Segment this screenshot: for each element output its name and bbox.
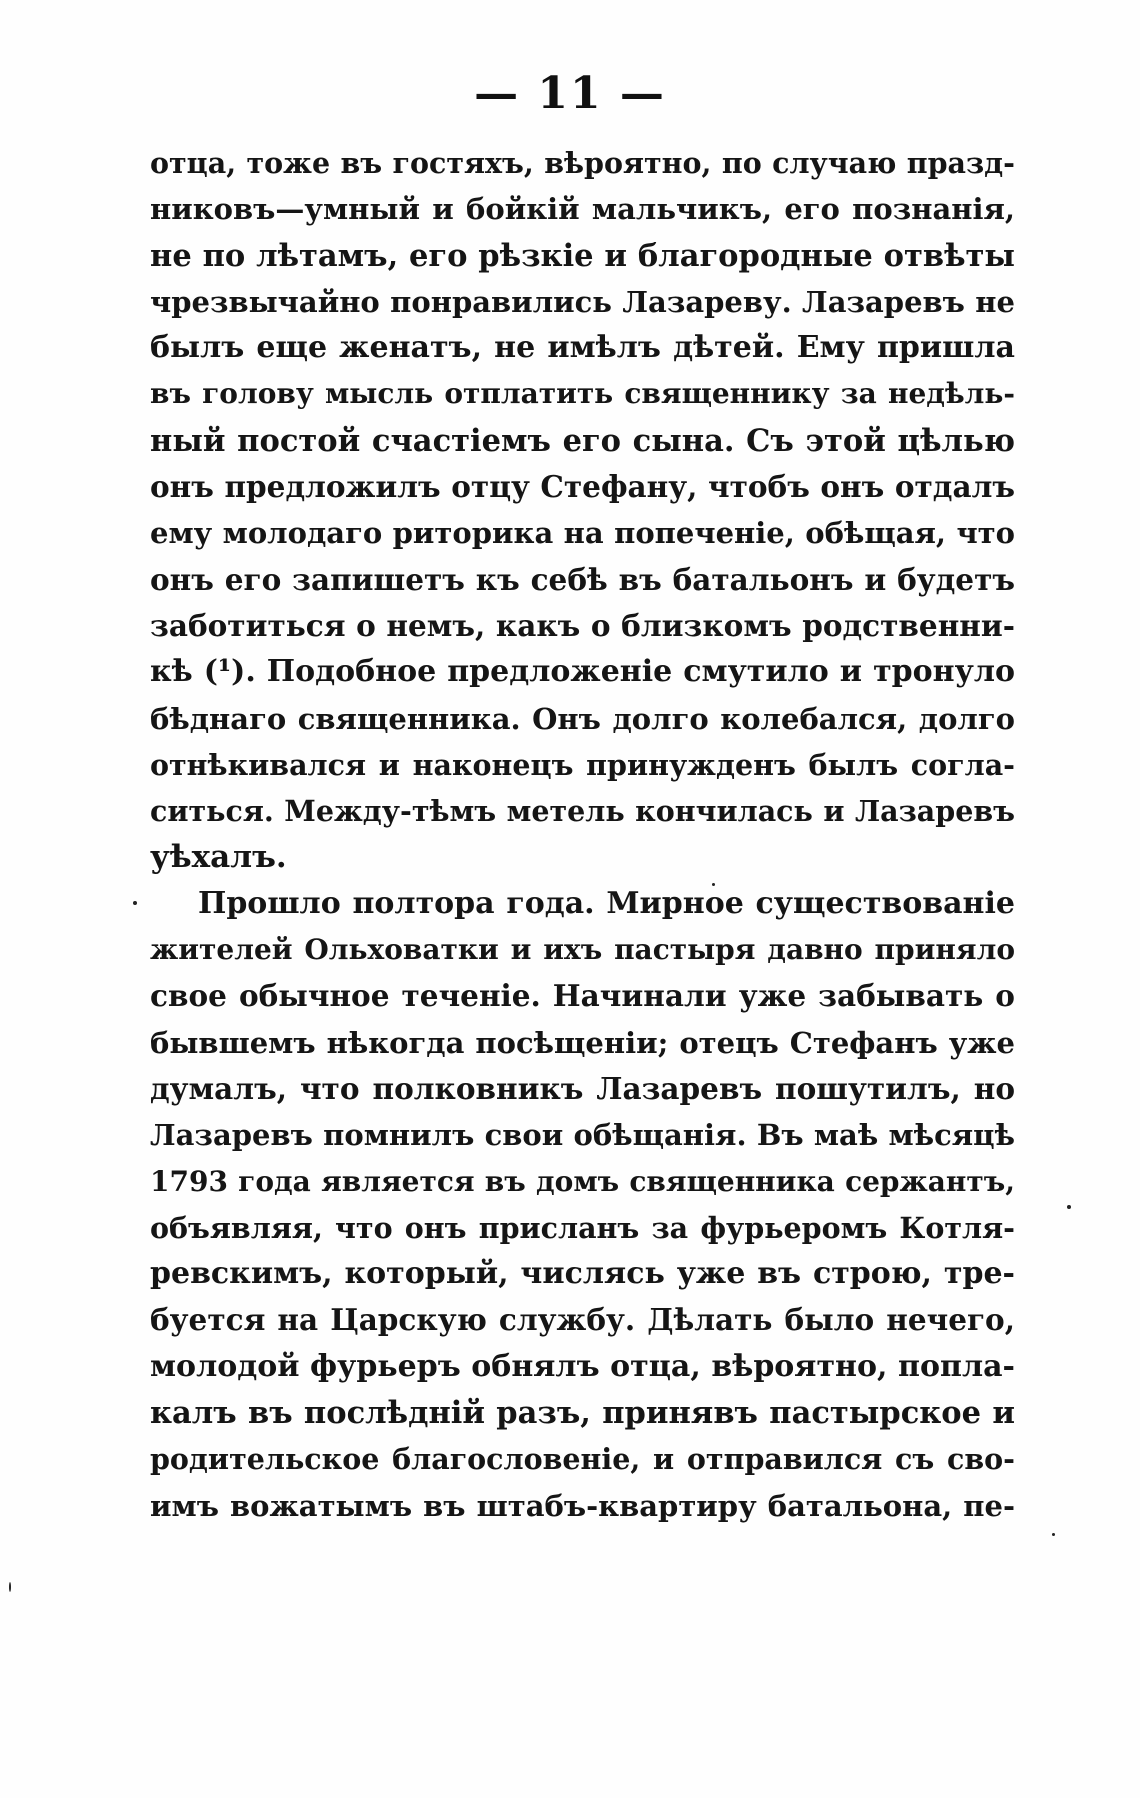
- text-line: 1793 года является въ домъ священника сержантъ,: [150, 1164, 1015, 1198]
- text-line: буется на Царскую службу. Дѣлать было нечего,: [150, 1302, 1015, 1338]
- text-line: бѣднаго священника. Онъ долго колебался, долго: [150, 701, 1015, 736]
- text-line: бывшемъ нѣкогда посѣщеніи; отецъ Стефанъ уже: [150, 1025, 1015, 1060]
- text-line: ный постой счастіемъ его сына. Съ этой цѣлью: [150, 422, 1015, 459]
- text-line: объявляя, что онъ присланъ за фурьеромъ Котля-: [150, 1210, 1015, 1245]
- body-text: [150, 140, 1015, 1529]
- print-speck: [9, 1582, 11, 1592]
- text-line: думалъ, что полковникъ Лазаревъ пошутилъ, но: [150, 1070, 1015, 1106]
- print-speck: [712, 883, 715, 886]
- text-line: чрезвычайно понравились Лазареву. Лазаревъ не: [150, 284, 1015, 319]
- text-line: калъ въ послѣдній разъ, принявъ пастырское и: [150, 1395, 1015, 1432]
- text-line: ситься. Между-тѣмъ метель кончилась и Лазаревъ: [150, 794, 1015, 829]
- page-number: — 11 —: [474, 68, 666, 119]
- text-line: имъ вожатымъ въ штабъ-квартиру батальона, пе-: [150, 1488, 1015, 1523]
- text-line: Прошло полтора года. Мирное существованіе: [198, 885, 1015, 921]
- text-line: кѣ (¹). Подобное предложеніе смутило и тронуло: [150, 654, 1015, 690]
- text-line: въ голову мысль отплатить священнику за недѣль-: [150, 377, 1015, 411]
- text-line: онъ его запишетъ къ себѣ въ батальонъ и будетъ: [150, 561, 1015, 597]
- text-line: жителей Ольховатки и ихъ пастыря давно приняло: [150, 933, 1015, 967]
- text-line: молодой фурьеръ обнялъ отца, вѣроятно, попла-: [150, 1348, 1015, 1384]
- text-line: Лазаревъ помнилъ свои обѣщанія. Въ маѣ мѣсяцѣ: [150, 1118, 1015, 1153]
- text-line: отнѣкивался и наконецъ принужденъ былъ согла-: [150, 747, 1015, 782]
- text-line: никовъ—умный и бойкій мальчикъ, его познанія,: [150, 192, 1015, 227]
- text-line: заботиться о немъ, какъ о близкомъ родственни-: [150, 607, 1015, 643]
- text-line: свое обычное теченіе. Начинали уже забывать о: [150, 978, 1015, 1014]
- text-line: родительское благословеніе, и отправился съ сво-: [150, 1442, 1015, 1477]
- text-line: ему молодаго риторика на попеченіе, обѣщая, что: [150, 516, 1015, 551]
- text-line: отца, тоже въ гостяхъ, вѣроятно, по случаю празд-: [150, 146, 1015, 180]
- text-line: ревскимъ, который, числясь уже въ строю, тре-: [150, 1256, 1015, 1292]
- text-line: не по лѣтамъ, его рѣзкіе и благородные отвѣты: [150, 237, 1015, 274]
- text-line: былъ еще женатъ, не имѣлъ дѣтей. Ему пришла: [150, 330, 1015, 366]
- text-line: уѣхалъ.: [150, 839, 287, 876]
- print-speck: [1052, 1533, 1055, 1536]
- print-speck: [133, 901, 137, 905]
- print-speck: [1067, 1205, 1071, 1209]
- text-line: онъ предложилъ отцу Стефану, чтобъ онъ отдалъ: [150, 469, 1015, 505]
